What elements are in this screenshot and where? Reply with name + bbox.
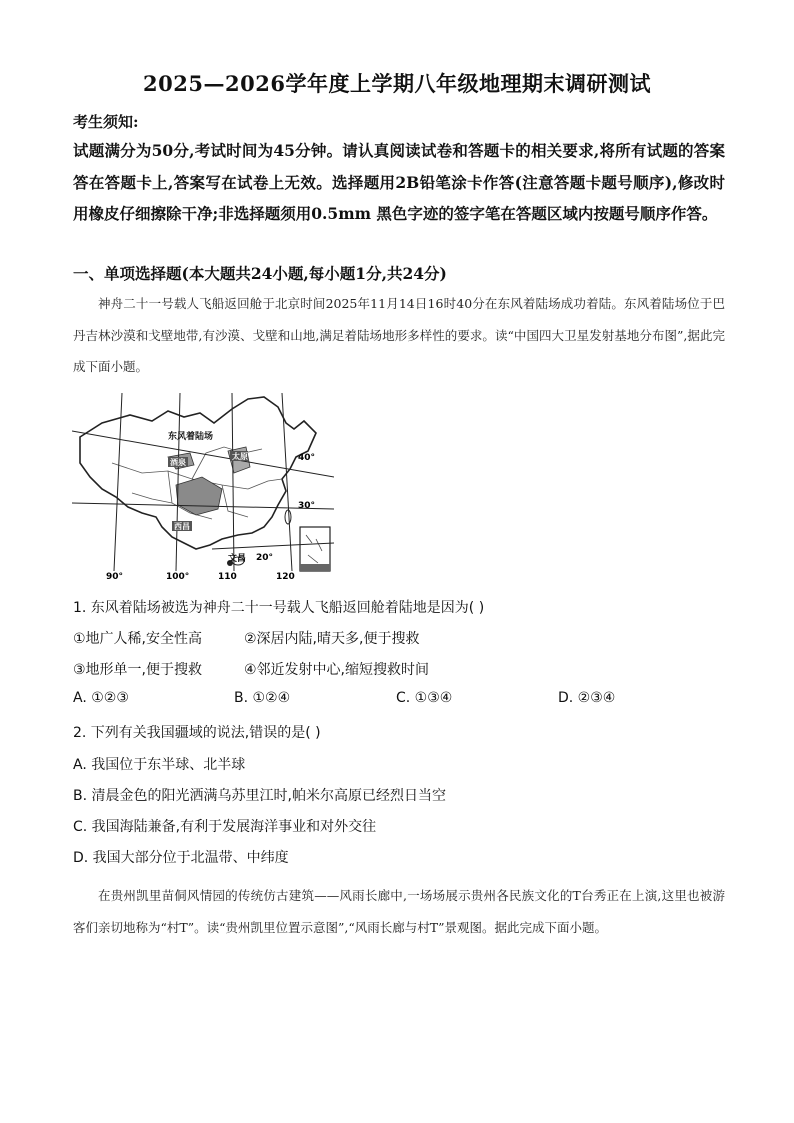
q2-option-a[interactable]: A. 我国位于东半球、北半球	[73, 757, 246, 773]
lat-label-20: 20°	[256, 553, 274, 563]
q1-stem: 1. 东风着陆场被选为神舟二十一号载人飞船返回舱着陆地是因为( )	[73, 600, 485, 616]
lon-label-120: 120	[276, 572, 295, 582]
q1-option-c[interactable]: C. ①③④	[396, 690, 453, 706]
map-label-taiyuan: 太原	[232, 452, 248, 461]
q1-option-b[interactable]: B. ①②④	[234, 690, 291, 706]
q2-option-d[interactable]: D. 我国大部分位于北温带、中纬度	[73, 850, 289, 866]
lon-label-110: 110	[218, 572, 237, 582]
q2-stem: 2. 下列有关我国疆域的说法,错误的是( )	[73, 725, 321, 741]
china-outline	[80, 397, 316, 549]
notice-heading: 考生须知:	[73, 113, 139, 131]
map-label-wenchang: 文昌	[228, 554, 247, 564]
lat-label-40: 40°	[298, 453, 316, 463]
passage-2: 在贵州凯里苗侗风情园的传统仿古建筑——风雨长廊中,一场场展示贵州各民族文化的T台秀正在上演,这里也被游客们亲切地称为“村T”。读“贵州凯里位置示意图”,“风雨长廊与村T”景观图。据此完成下面小题。	[73, 888, 725, 935]
map-label-xichang: 西昌	[174, 522, 190, 531]
passage-1: 神舟二十一号载人飞船返回舱于北京时间2025年11月14日16时40分在东风着陆场成功着陆。东风着陆场位于巴丹吉林沙漠和戈壁地带,有沙漠、戈壁和山地,满足着陆场地形多样性的要求。读“中国四大卫星发射基地分布图”,据此完成下面小题。	[73, 296, 725, 374]
section-title: 一、单项选择题(本大题共24小题,每小题1分,共24分)	[73, 264, 447, 283]
q2-option-b[interactable]: B. 清晨金色的阳光洒满乌苏里江时,帕米尔高原已经烈日当空	[73, 788, 446, 804]
q2-option-c[interactable]: C. 我国海陆兼备,有利于发展海洋事业和对外交往	[73, 819, 377, 835]
lon-label-100: 100°	[166, 572, 190, 582]
q1-item-4: ④邻近发射中心,缩短搜救时间	[244, 662, 430, 678]
notice-body: 试题满分为50分,考试时间为45分钟。请认真阅读试卷和答题卡的相关要求,将所有试题的答案答在答题卡上,答案写在试卷上无效。选择题用2B铅笔涂卡作答(注意答题卡题号顺序),修改时用橡皮仔细擦除干净;非选择题须用0.5mm 黑色字迹的签字笔在答题区域内按题号顺序作答。	[73, 141, 725, 223]
q1-item-2: ②深居内陆,晴天多,便于搜救	[244, 631, 420, 647]
q1-option-a[interactable]: A. ①②③	[73, 690, 129, 706]
exam-title: 2025—2026学年度上学期八年级地理期末调研测试	[143, 71, 651, 96]
q1-item-1: ①地广人稀,安全性高	[73, 631, 203, 647]
map-label-dongfeng: 东风着陆场	[168, 432, 214, 442]
satellite-launch-base-map	[72, 393, 334, 583]
lat-label-30: 30°	[298, 501, 316, 511]
q1-option-d[interactable]: D. ②③④	[558, 690, 616, 706]
lon-label-90: 90°	[106, 572, 124, 582]
q1-item-3: ③地形单一,便于搜救	[73, 662, 203, 678]
map-label-jiuquan: 酒泉	[170, 458, 186, 467]
